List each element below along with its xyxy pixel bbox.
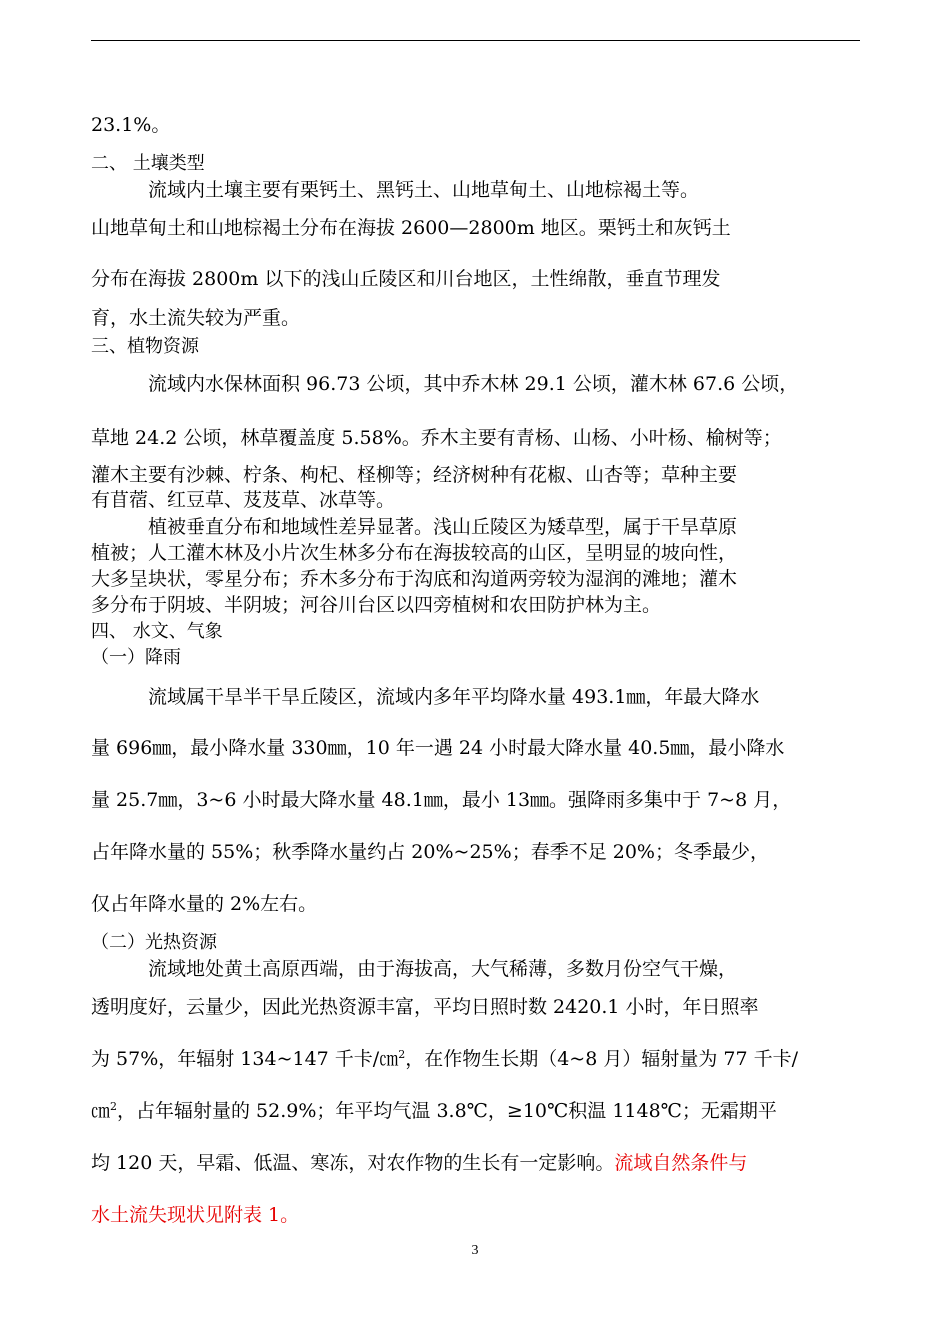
- text-line: 多分布于阴坡、半阴坡；河谷川台区以四旁植树和农田防护林为主。: [91, 594, 662, 616]
- highlighted-text: 水土流失现状见附表 1。: [91, 1204, 300, 1226]
- header-rule: [91, 40, 860, 41]
- text-line: 草地 24.2 公顷，林草覆盖度 5.58%。乔木主要有青杨、山杨、小叶杨、榆树等；: [91, 427, 782, 449]
- text-line: 山地草甸土和山地棕褐土分布在海拔 2600—2800m 地区。栗钙土和灰钙土: [91, 217, 731, 239]
- text-line: 灌木主要有沙棘、柠条、枸杞、柽柳等；经济树种有花椒、山杏等；草种主要: [91, 464, 738, 486]
- text-line: 植被；人工灌木林及小片次生林多分布在海拔较高的山区，呈明显的坡向性，: [91, 542, 738, 564]
- subsection-heading-light-heat: （二）光热资源: [91, 932, 217, 953]
- text-line: 育，水土流失较为严重。: [91, 307, 301, 329]
- page-number: 3: [471, 1243, 479, 1258]
- text-line: 流域属干旱半干旱丘陵区，流域内多年平均降水量 493.1㎜，年最大降水: [148, 686, 760, 708]
- text-line: 为 57%，年辐射 134~147 千卡/㎝$^2$，在作物生长期（4~8 月）辐射量为 77 千卡/: [91, 1048, 798, 1070]
- text-line: 23.1%。: [91, 114, 171, 136]
- text-line: 分布在海拔 2800m 以下的浅山丘陵区和川台地区，土性绵散，垂直节理发: [91, 268, 721, 290]
- text-line: 植被垂直分布和地域性差异显著。浅山丘陵区为矮草型，属于干旱草原: [148, 516, 738, 538]
- section-heading-soil: 二、 土壤类型: [91, 153, 205, 174]
- text-line: 均 120 天，早霜、低温、寒冻，对农作物的生长有一定影响。流域自然条件与: [91, 1152, 748, 1174]
- text-line: 流域内土壤主要有栗钙土、黑钙土、山地草甸土、山地棕褐土等。: [148, 179, 700, 201]
- text-line: 流域地处黄土高原西端，由于海拔高，大气稀薄，多数月份空气干燥，: [148, 958, 738, 980]
- text-line: 有苜蓿、红豆草、芨芨草、冰草等。: [91, 489, 396, 511]
- section-heading-hydrology: 四、 水文、气象: [91, 621, 223, 642]
- text-line: 大多呈块状，零星分布；乔木多分布于沟底和沟道两旁较为湿润的滩地；灌木: [91, 568, 738, 590]
- text-line: 占年降水量的 55%；秋季降水量约占 20%~25%；春季不足 20%；冬季最少，: [91, 841, 769, 863]
- text-line: 量 696㎜，最小降水量 330㎜，10 年一遇 24 小时最大降水量 40.5㎜，最小降水: [91, 737, 785, 759]
- text-line: 流域内水保林面积 96.73 公顷，其中乔木林 29.1 公顷，灌木林 67.6 公顷，: [148, 373, 799, 395]
- section-heading-plants: 三、植物资源: [91, 336, 199, 357]
- highlighted-text: 流域自然条件与: [614, 1152, 748, 1174]
- text-line: 透明度好，云量少，因此光热资源丰富，平均日照时数 2420.1 小时，年日照率: [91, 996, 759, 1018]
- text-line: ㎝$^2$，占年辐射量的 52.9%；年平均气温 3.8℃，≥10℃积温 1148℃；无霜期平: [91, 1100, 777, 1122]
- subsection-heading-rainfall: （一）降雨: [91, 647, 181, 668]
- text-line: 仅占年降水量的 2%左右。: [91, 893, 318, 915]
- text-line: 量 25.7㎜，3~6 小时最大降水量 48.1㎜，最小 13㎜。强降雨多集中于 7~8 月，: [91, 789, 792, 811]
